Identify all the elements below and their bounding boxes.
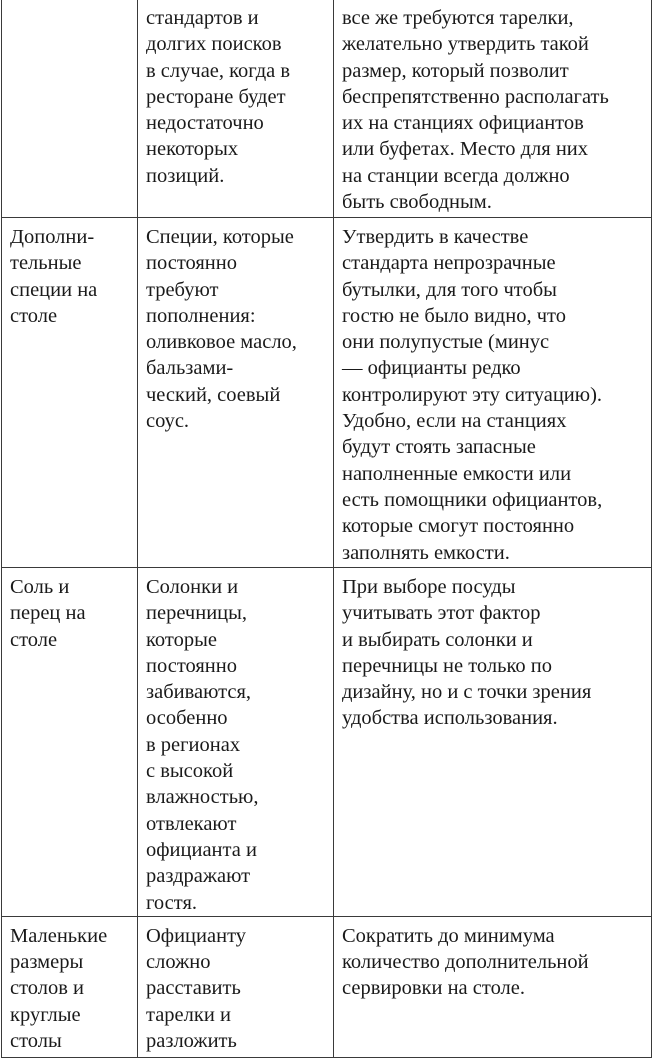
text-line: Специи, которые — [146, 226, 294, 248]
cell-problem — [138, 568, 334, 917]
text-line: столов и — [10, 977, 85, 1000]
text-line: сервировки на столе. — [342, 977, 525, 1000]
text-line: Маленькие — [10, 924, 108, 947]
text-line: перечницы не только по — [342, 654, 552, 677]
text-line: особенно — [146, 707, 228, 730]
text-line: беспрепятственно располагать — [342, 85, 609, 108]
text-line: постоянно — [146, 252, 237, 275]
text-line: некоторых — [146, 138, 239, 161]
text-line: Дополни- — [10, 226, 95, 248]
text-line: гостю не было видно, что — [342, 304, 566, 327]
text-line: есть помощники официантов, — [342, 488, 603, 511]
text-line: соус. — [146, 410, 190, 433]
text-line: которые — [146, 628, 217, 651]
text-line: тарелки и — [146, 1003, 231, 1026]
text-line: все же требуются тарелки, — [342, 7, 574, 29]
text-line: столы — [10, 1030, 62, 1053]
text-line: Утвердить в качестве — [342, 226, 529, 248]
text-line: учитывать этот фактор — [342, 602, 541, 625]
text-line: требуют — [146, 278, 219, 301]
text-line: будут стоять запасные — [342, 436, 536, 459]
text-line: удобства использования. — [342, 707, 558, 730]
text-line: позиций. — [146, 164, 225, 187]
text-line: забиваются, — [146, 681, 252, 704]
text-line: влажностью, — [146, 786, 259, 809]
text-line: столе — [10, 304, 58, 327]
text-line: количество дополнительной — [342, 951, 589, 974]
table-row — [2, 568, 652, 917]
cell-solution — [334, 218, 652, 568]
text-line: и выбирать солонки и — [342, 628, 533, 651]
text-line: Удобно, если на станциях — [342, 410, 567, 433]
cell-condition — [2, 568, 138, 917]
text-line: постоянно — [146, 654, 237, 677]
text-line: с высокой — [146, 760, 234, 783]
document-table — [1, 0, 652, 1058]
cell-solution — [334, 0, 652, 218]
text-line: официанта и — [146, 838, 257, 861]
text-line: стандартов и — [146, 7, 259, 29]
text-line: перечницы, — [146, 602, 248, 625]
text-line: сложно — [146, 951, 211, 974]
text-line: размеры — [10, 951, 84, 974]
text-line: бутылки, для того чтобы — [342, 278, 557, 301]
text-line: в регионах — [146, 733, 241, 756]
text-line: раздражают — [146, 865, 251, 888]
text-line: недостаточно — [146, 112, 264, 135]
text-line: отвлекают — [146, 812, 237, 835]
text-line: Официанту — [146, 924, 247, 947]
text-line: стандарта непрозрачные — [342, 252, 556, 275]
text-line: разложить — [146, 1030, 237, 1053]
cell-problem — [138, 916, 334, 1057]
text-line: на станции всегда должно — [342, 164, 570, 187]
text-line: ческий, соевый — [146, 383, 281, 406]
text-line: оливковое масло, — [146, 331, 297, 354]
text-line: расставить — [146, 977, 241, 1000]
text-line: быть свободным. — [342, 191, 492, 214]
cell-problem — [138, 218, 334, 568]
text-line: они полупустые (минус — [342, 331, 550, 354]
text-line: — официанты редко — [342, 357, 521, 380]
text-line: Соль и — [10, 576, 70, 598]
text-line: размер, который позволит — [342, 59, 569, 82]
text-line: в случае, когда в — [146, 59, 291, 82]
text-line: контролируют эту ситуацию). — [342, 383, 603, 406]
cell-condition — [2, 218, 138, 568]
text-line: заполнять емкости. — [342, 541, 510, 564]
table-row — [2, 0, 652, 218]
text-line: столе — [10, 628, 58, 651]
text-line: бальзами- — [146, 357, 234, 380]
text-line: круглые — [10, 1003, 81, 1026]
text-line: гостя. — [146, 891, 197, 914]
text-line: долгих поисков — [146, 33, 282, 56]
text-line: дизайну, но и с точки зрения — [342, 681, 592, 704]
text-line: ресторане будет — [146, 85, 286, 108]
text-line: желательно утвердить такой — [342, 33, 589, 56]
text-line: наполненные емкости или — [342, 462, 572, 485]
text-line: или буфетах. Место для них — [342, 138, 589, 161]
text-line: тельные — [10, 252, 82, 275]
cell-condition — [2, 916, 138, 1057]
text-line: их на станциях официантов — [342, 112, 584, 135]
text-line: специи на — [10, 278, 98, 301]
table-row — [2, 218, 652, 568]
text-line: пополнения: — [146, 304, 256, 327]
text-line: перец на — [10, 602, 86, 625]
cell-condition — [2, 0, 138, 218]
cell-solution — [334, 568, 652, 917]
text-line: Сократить до минимума — [342, 924, 555, 947]
cell-solution — [334, 916, 652, 1057]
table-row — [2, 916, 652, 1057]
text-line: которые смогут постоянно — [342, 515, 575, 538]
text-line: Солонки и — [146, 576, 239, 598]
text-line: При выборе посуды — [342, 576, 516, 598]
cell-problem — [138, 0, 334, 218]
